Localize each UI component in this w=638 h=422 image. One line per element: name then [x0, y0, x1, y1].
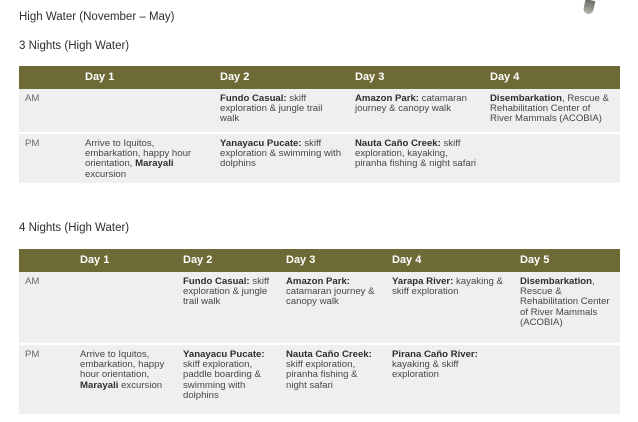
table-cell	[386, 344, 514, 414]
header-cell: Day 1	[79, 66, 214, 89]
cell-location: Nauta Caño Creek:	[355, 138, 441, 149]
cell-location: Marayali	[135, 158, 174, 170]
table-cell	[74, 344, 177, 414]
itinerary-title-3-nights: 3 Nights (High Water)	[19, 40, 130, 52]
itinerary-table-4-nights	[19, 249, 620, 414]
table-header-row	[19, 66, 620, 89]
cell-location: Yarapa River:	[392, 276, 454, 287]
cell-text: skiff exploration, paddle boarding & swimming with dolphins	[183, 359, 261, 401]
season-heading: High Water (November – May)	[19, 11, 175, 23]
cell-text: kayaking & skiff exploration	[392, 359, 459, 381]
cell-location: Disembarkation	[520, 276, 592, 287]
header-cell: Day 2	[214, 66, 349, 89]
table-cell	[514, 344, 620, 414]
table-cell	[280, 344, 386, 414]
table-cell	[214, 89, 349, 133]
row-label: PM	[19, 133, 79, 183]
table-cell	[280, 272, 386, 344]
cell-text: catamaran journey & canopy walk	[286, 286, 375, 308]
cell-location: Yanayacu Pucate:	[220, 138, 302, 149]
table-row	[19, 133, 620, 183]
table-cell	[79, 133, 214, 183]
table-cell	[74, 272, 177, 344]
header-cell: Day 3	[280, 249, 386, 272]
table-cell	[214, 133, 349, 183]
cell-location: Yanayacu Pucate:	[183, 349, 265, 360]
table-cell	[484, 133, 620, 183]
cell-text: Arrive to Iquitos, embarkation, happy hour orientation,	[85, 138, 192, 170]
table-row	[19, 344, 620, 414]
itinerary-table-3-nights	[19, 66, 620, 183]
row-label: AM	[19, 272, 74, 344]
header-cell: Day 2	[177, 249, 280, 272]
header-cell	[19, 249, 74, 272]
cell-location: Nauta Caño Creek:	[286, 349, 372, 360]
cell-text: skiff exploration & jungle trail walk	[183, 276, 270, 308]
table-row	[19, 89, 620, 133]
header-cell	[19, 66, 79, 89]
cell-location: Marayali	[80, 379, 119, 391]
cell-text: , Rescue & Rehabilitation Center of River Mammals (ACOBIA)	[490, 93, 609, 125]
cell-location: Fundo Casual:	[220, 93, 287, 104]
row-label: PM	[19, 344, 74, 414]
cell-location: Pirana Caño River:	[392, 349, 478, 360]
cell-text: skiff exploration, piranha fishing & night safari	[286, 359, 358, 391]
table-cell	[177, 344, 280, 414]
row-label: AM	[19, 89, 79, 133]
cell-text: Arrive to Iquitos, embarkation, happy hour orientation,	[80, 349, 165, 381]
table-cell	[79, 89, 214, 133]
cell-text: skiff exploration & swimming with dolphins	[220, 138, 342, 170]
cell-location: Amazon Park:	[286, 276, 350, 287]
cell-text: kayaking & skiff exploration	[392, 276, 503, 298]
header-cell: Day 4	[484, 66, 620, 89]
header-cell: Day 3	[349, 66, 484, 89]
header-cell: Day 4	[386, 249, 514, 272]
cell-text: , Rescue & Rehabilitation Center of River Mammals (ACOBIA)	[520, 276, 610, 328]
table-cell	[484, 89, 620, 133]
table-cell	[386, 272, 514, 344]
header-cell: Day 5	[514, 249, 620, 272]
decorative-leaf-icon	[583, 0, 596, 15]
cell-text: excursion	[118, 379, 163, 391]
cell-text: catamaran journey & canopy walk	[355, 93, 467, 115]
cell-location: Fundo Casual:	[183, 276, 250, 287]
table-cell	[514, 272, 620, 344]
cell-location: Amazon Park:	[355, 93, 419, 104]
table-header-row	[19, 249, 620, 272]
table-cell	[349, 89, 484, 133]
cell-text: excursion	[85, 168, 127, 180]
table-cell	[349, 133, 484, 183]
cell-text: skiff exploration, kayaking, piranha fishing & night safari	[355, 138, 477, 170]
header-cell: Day 1	[74, 249, 177, 272]
table-row	[19, 272, 620, 344]
itinerary-title-4-nights: 4 Nights (High Water)	[19, 222, 130, 234]
cell-text: skiff exploration & jungle trail walk	[220, 93, 323, 125]
table-cell	[177, 272, 280, 344]
cell-location: Disembarkation	[490, 93, 562, 104]
